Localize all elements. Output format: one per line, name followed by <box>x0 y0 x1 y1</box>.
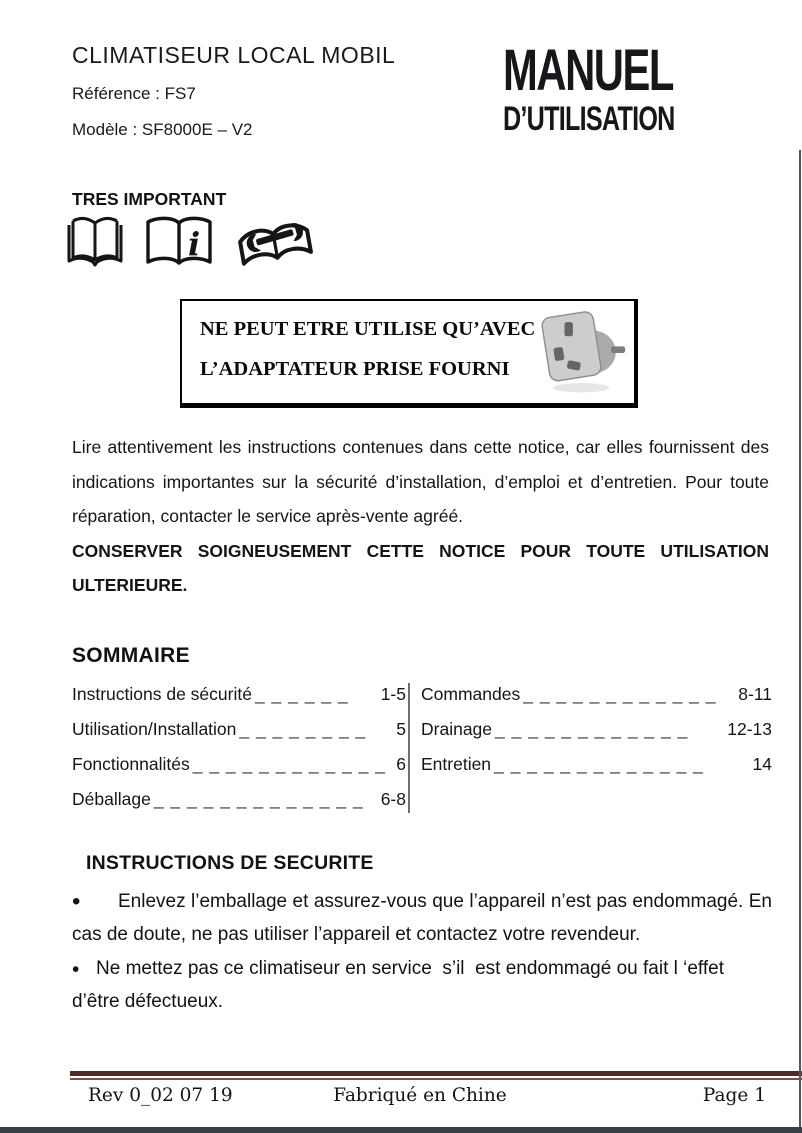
page-title: CLIMATISEUR LOCAL MOBIL <box>72 42 396 68</box>
table-of-contents <box>72 677 772 817</box>
toc-left-column <box>72 677 406 817</box>
toc-page-number: 14 <box>752 754 772 774</box>
sommaire-title: SOMMAIRE <box>72 644 190 667</box>
toc-entry <box>421 677 772 712</box>
security-bullets <box>72 885 772 1019</box>
security-section <box>72 852 772 1019</box>
toc-leader: _ _ _ _ _ _ _ _ _ _ _ _ <box>523 684 717 704</box>
toc-leader: _ _ _ _ _ _ _ _ _ _ _ _ _ <box>494 754 704 774</box>
footer-revision: Rev 0_02 07 19 <box>88 1085 233 1106</box>
reference-line: Référence : FS7 <box>72 84 196 103</box>
adapter-warning-text <box>200 309 535 389</box>
sommaire-section <box>72 644 772 817</box>
header <box>72 42 395 140</box>
toc-label: Commandes <box>421 684 521 704</box>
warning-icons-row <box>64 212 318 270</box>
toc-label: Déballage <box>72 789 151 809</box>
toc-entry <box>421 712 772 747</box>
plug-adapter-photo <box>534 305 628 404</box>
footer-page-number: Page 1 <box>702 1085 766 1106</box>
read-instruction-manual-icon <box>142 214 216 270</box>
toc-leader: _ _ _ _ _ _ <box>254 684 349 704</box>
toc-column-divider <box>408 683 410 813</box>
open-book-icon <box>64 214 126 270</box>
bullet-text: Enlevez l’emballage et assurez-vous que l’appareil n’est pas endommagé. En cas de doute, ne pas utiliser l’appareil et contactez votre revendeur. <box>72 891 772 946</box>
toc-page-number: 6 <box>396 754 406 774</box>
toc-leader: _ _ _ _ _ _ _ _ <box>239 719 367 739</box>
intro-paragraph: Lire attentivement les instructions contenues dans cette notice, car elles fournissent des indications importantes sur la sécurité d’installation, d’emploi et d’entretien. Pour toute réparation, contacter le service après-vente agréé. <box>72 437 769 527</box>
toc-page-number: 8-11 <box>738 684 772 704</box>
page-right-edge <box>799 150 801 1127</box>
toc-label: Fonctionnalités <box>72 754 190 774</box>
logo-line-2: D’UTILISATION <box>503 100 675 138</box>
toc-right-column <box>412 677 772 817</box>
toc-label: Instructions de sécurité <box>72 684 252 704</box>
toc-page-number: 1-5 <box>380 684 406 704</box>
toc-leader: _ _ _ _ _ _ _ _ _ _ _ _ <box>495 719 689 739</box>
toc-leader: _ _ _ _ _ _ _ _ _ _ _ _ _ <box>153 789 364 809</box>
warning-line-2: L’ADAPTATEUR PRISE FOURNI <box>200 358 510 380</box>
conserver-notice: CONSERVER SOIGNEUSEMENT CETTE NOTICE POUR TOUTE UTILISATION ULTERIEURE. <box>72 540 769 596</box>
toc-entry <box>72 747 406 782</box>
toc-entry <box>421 747 772 782</box>
security-title: INSTRUCTIONS DE SECURITE <box>86 852 374 874</box>
svg-text:i: i <box>188 225 201 263</box>
page-bottom-edge <box>0 1127 802 1133</box>
toc-page-number: 12-13 <box>727 719 772 739</box>
toc-entry <box>72 712 406 747</box>
warning-line-1: NE PEUT ETRE UTILISE QU’AVEC <box>200 318 536 340</box>
manual-logo <box>503 38 743 138</box>
intro-section <box>72 430 769 603</box>
model-line: Modèle : SF8000E – V2 <box>72 120 253 139</box>
footer-divider <box>70 1071 802 1080</box>
toc-label: Utilisation/Installation <box>72 719 237 739</box>
tres-important-heading: TRES IMPORTANT <box>72 189 227 209</box>
bullet-item: • Enlevez l’emballage et assurez-vous que l’appareil n’est pas endommagé. En cas de doute, ne pas utiliser l’appareil et contactez votre revendeur. <box>72 888 772 946</box>
service-manual-wrench-icon <box>232 212 318 270</box>
bullet-item: • Ne mettez pas ce climatiseur en service s’il est endommagé ou fait l ‘effet d’être défectueux. <box>72 957 730 1013</box>
toc-entry <box>72 782 406 817</box>
toc-label: Entretien <box>421 754 492 774</box>
footer-origin: Fabriqué en Chine <box>333 1085 507 1106</box>
adapter-warning-box <box>180 299 638 408</box>
logo-line-1: MANUEL <box>503 38 673 103</box>
bullet-text: Ne mettez pas ce climatiseur en service s’il est endommagé ou fait l ‘effet d’être défectueux. <box>72 957 730 1013</box>
toc-page-number: 5 <box>396 719 406 739</box>
toc-entry <box>72 677 406 712</box>
toc-leader: _ _ _ _ _ _ _ _ _ _ _ _ <box>192 754 386 774</box>
toc-page-number: 6-8 <box>380 789 406 809</box>
toc-label: Drainage <box>421 719 493 739</box>
